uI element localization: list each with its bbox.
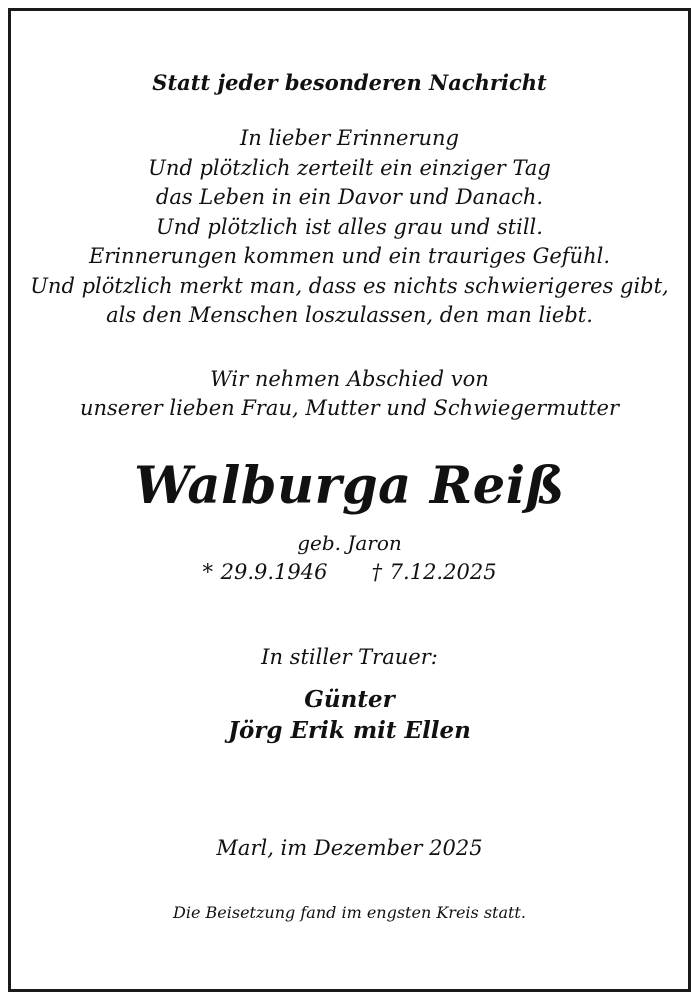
death-date: † 7.12.2025 (371, 560, 497, 584)
poem-line: Und plötzlich zerteilt ein einziger Tag (148, 155, 551, 180)
family-member: Jörg Erik mit Ellen (228, 717, 471, 744)
farewell-line: Wir nehmen Abschied von (210, 367, 489, 391)
farewell-line: unserer lieben Frau, Mutter und Schwiegermutter (79, 396, 620, 420)
place-date (0, 836, 699, 860)
birth-name-text: geb. Jaron (297, 531, 402, 555)
intro-heading (0, 70, 699, 95)
poem-line: das Leben in ein Davor und Danach. (155, 185, 544, 209)
poem-line: als den Menschen loszulassen, den man liebt. (106, 303, 593, 327)
family-member: Günter (304, 686, 395, 713)
farewell-text (0, 365, 699, 423)
poem-line: Erinnerungen kommen und ein trauriges Gefühl. (88, 244, 611, 268)
mourning-label-text: In stiller Trauer: (261, 645, 438, 669)
burial-note (0, 903, 699, 922)
family-members (0, 684, 699, 746)
poem-line: Und plötzlich merkt man, dass es nichts schwierigeres gibt, (30, 273, 669, 298)
poem (0, 124, 699, 331)
deceased-name (0, 456, 699, 516)
life-dates (0, 560, 699, 584)
burial-note-text: Die Beisetzung fand im engsten Kreis statt. (173, 903, 526, 922)
birth-name (0, 531, 699, 555)
deceased-name-text: Walburga Reiß (134, 456, 565, 516)
intro-text: Statt jeder besonderen Nachricht (152, 70, 547, 95)
poem-line: Und plötzlich ist alles grau und still. (156, 214, 543, 239)
place-date-text: Marl, im Dezember 2025 (216, 836, 483, 860)
poem-line: In lieber Erinnerung (239, 126, 460, 150)
mourning-label (0, 645, 699, 669)
birth-date: * 29.9.1946 (202, 560, 328, 584)
